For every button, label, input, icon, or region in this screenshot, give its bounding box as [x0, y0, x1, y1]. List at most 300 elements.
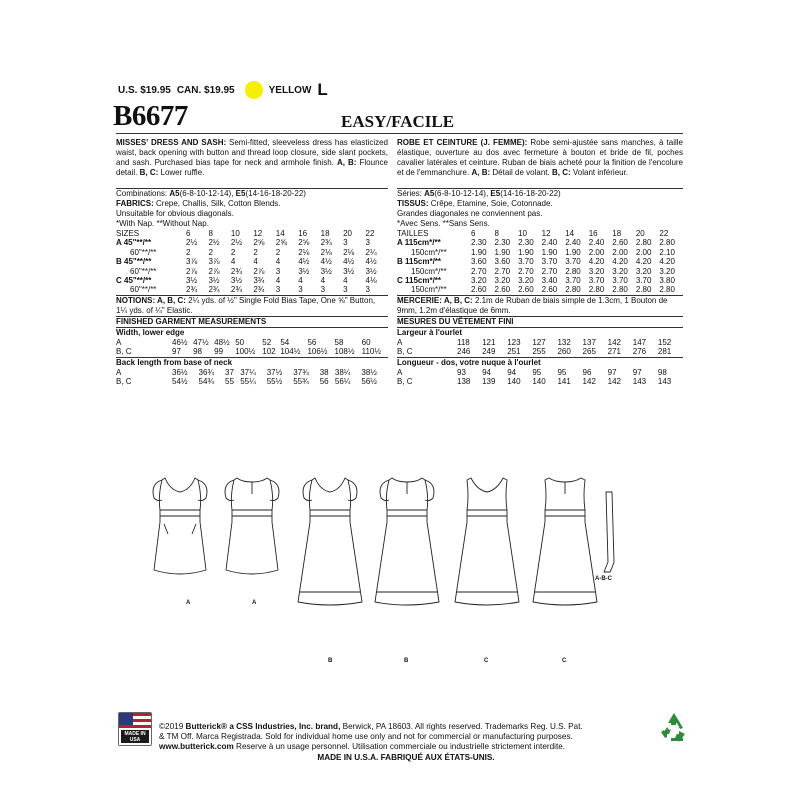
table-cell: 3.70: [518, 257, 534, 267]
table-cell: 20: [635, 229, 645, 238]
table-cell: 132: [557, 337, 571, 347]
fabrics: FABRICS: Crepe, Challis, Silk, Cotton Blends.: [116, 199, 281, 208]
table-cell: 47½: [193, 337, 209, 347]
table-cell: 2¾: [253, 285, 265, 295]
website-link[interactable]: www.butterick.com: [159, 742, 234, 752]
title-en: MISSES' DRESS AND SASH:: [116, 138, 227, 147]
yardage-row: [116, 238, 388, 247]
dress-c-back-drawing: [533, 478, 597, 605]
table-cell: 95: [532, 367, 542, 377]
table-cell: 6: [186, 229, 191, 238]
table-cell: 8: [208, 229, 213, 238]
table-cell: 4: [320, 276, 326, 286]
table-cell: 110½: [361, 347, 382, 357]
table-cell: 2.00: [635, 247, 652, 257]
yardage-row: [397, 267, 683, 276]
table-cell: 2¾: [186, 285, 198, 295]
width-table-fr: [397, 338, 683, 357]
table-cell: 4½: [365, 257, 377, 267]
table-cell: 1.90: [494, 247, 511, 257]
table-cell: 4: [275, 276, 281, 286]
width-title-fr: Largeur à l'ourlet: [397, 327, 683, 338]
french-column: [397, 138, 683, 386]
table-cell: 3: [343, 238, 348, 248]
table-cell: 54¾: [198, 377, 215, 387]
table-cell: 4: [253, 257, 258, 267]
table-cell: 127: [532, 337, 546, 347]
table-cell: 3.70: [565, 257, 581, 267]
table-cell: 140: [507, 377, 521, 387]
french-description: ROBE ET CEINTURE (J. FEMME): Robe semi-ajustée sans manches, à taille élastique, ouverture au dos avec fermeture à bouton et bride de fil, poches cavalier latérales et ceinture. Ruban de biais acheté pour la finition de l'encolure et de l'emmanchure. A, B: Détail de volant. B, C: Volant inférieur.: [397, 138, 683, 177]
table-cell: 2.00: [612, 247, 628, 257]
price-can: CAN. $19.95: [176, 84, 235, 96]
yardage-row: [116, 248, 388, 257]
table-cell: 18: [320, 229, 330, 238]
combinations: Combinations: A5(6-8-10-12-14), E5(14-16-18-20-22): [116, 188, 388, 199]
table-cell: 10: [230, 229, 240, 238]
table-cell: 10: [518, 229, 527, 238]
table-cell: 106½: [307, 347, 328, 357]
table-cell: 249: [482, 347, 496, 357]
table-cell: 3.20: [588, 266, 605, 276]
table-cell: 3.70: [588, 276, 605, 286]
table-cell: 143: [657, 377, 672, 387]
dress-b-back-drawing: [375, 478, 439, 605]
table-cell: 3.60: [471, 257, 487, 267]
table-cell: 276: [632, 347, 647, 357]
table-cell: 2: [186, 247, 191, 257]
table-cell: 37¾: [293, 367, 309, 377]
measurement-row: [397, 347, 683, 356]
price-row: [118, 80, 328, 100]
yardage-row: [397, 276, 683, 285]
table-cell: 94: [507, 367, 517, 377]
table-cell: 3½: [343, 266, 355, 276]
measurement-row: [116, 338, 388, 347]
table-cell: 2.60: [612, 238, 628, 248]
table-cell: 3½: [298, 266, 310, 276]
table-cell: 2¾: [208, 285, 220, 295]
table-cell: 55½: [266, 377, 283, 387]
row-label: A: [116, 367, 122, 377]
table-cell: 22: [365, 229, 375, 238]
table-cell: 3.60: [494, 257, 511, 267]
table-cell: 14: [275, 229, 285, 238]
table-cell: 98: [657, 367, 667, 377]
yardage-row: [397, 248, 683, 257]
table-cell: 52: [262, 337, 272, 347]
table-cell: 2.30: [471, 238, 487, 248]
table-cell: 93: [457, 367, 466, 377]
row-label: TAILLES: [397, 229, 429, 238]
length-title: Back length from base of neck: [116, 357, 388, 368]
table-cell: 18: [612, 229, 622, 238]
row-label: A 115cm*/**: [397, 238, 441, 248]
table-cell: 142: [582, 377, 596, 387]
table-cell: 8: [494, 229, 499, 238]
unsuitable-note: Unsuitable for obvious diagonals.: [116, 209, 234, 218]
yardage-row: [116, 229, 388, 238]
series: Séries: A5(6-8-10-12-14), E5(14-16-18-20-22): [397, 188, 683, 199]
row-label: B 115cm*/**: [397, 257, 442, 267]
table-cell: 4: [298, 276, 303, 286]
row-label: 150cm*/**: [411, 266, 447, 276]
table-cell: 3.20: [659, 266, 675, 276]
table-cell: 98: [193, 347, 202, 357]
table-cell: 3.20: [494, 276, 511, 286]
table-cell: 2¾: [320, 238, 332, 248]
table-cell: 1.90: [518, 247, 534, 257]
label-c-back: C: [562, 658, 567, 664]
dress-b-front-drawing: [298, 478, 362, 605]
table-cell: 118: [457, 337, 470, 347]
table-cell: 2.40: [565, 238, 581, 248]
table-cell: 152: [657, 337, 672, 347]
table-cell: 3: [298, 285, 303, 295]
row-label: B 45"**/**: [116, 257, 152, 267]
table-cell: 46½: [172, 337, 188, 347]
row-label: 60"**/**: [130, 285, 157, 295]
table-cell: 265: [582, 347, 596, 357]
price-us: U.S. $19.95: [118, 84, 171, 96]
table-cell: 56¼: [334, 377, 351, 387]
table-cell: 4.20: [588, 257, 605, 267]
measurement-row: [397, 338, 683, 347]
table-cell: 139: [482, 377, 496, 387]
length-title-fr: Longueur - dos, votre nuque à l'ourlet: [397, 357, 683, 368]
table-cell: 137: [582, 337, 596, 347]
width-table-en: [116, 338, 388, 357]
table-cell: 100½: [235, 347, 256, 357]
garment-illustrations: [140, 472, 660, 664]
table-cell: 3.70: [541, 257, 558, 267]
yardage-table-fr: [397, 229, 683, 295]
header-divider: [116, 133, 683, 134]
row-label: B, C: [397, 377, 413, 387]
table-cell: 2⅛: [320, 247, 332, 257]
table-cell: 2⅝: [275, 238, 287, 248]
label-sash: A-B-C: [595, 576, 612, 582]
table-cell: 3¾: [253, 276, 265, 286]
english-column: [116, 138, 388, 386]
row-label: A: [397, 337, 403, 347]
table-cell: 2⅞: [253, 266, 265, 276]
table-cell: 2.70: [471, 266, 487, 276]
color-swatch-circle: [245, 81, 263, 99]
table-cell: 3⅞: [186, 257, 198, 267]
table-cell: 271: [607, 347, 622, 357]
table-cell: 141: [557, 377, 571, 387]
row-label: 150cm*/**: [411, 247, 447, 257]
dress-line-drawings: [140, 472, 660, 672]
title-fr: ROBE ET CEINTURE (J. FEMME):: [397, 138, 528, 147]
row-label: C 45"**/**: [116, 276, 152, 286]
table-cell: 4.20: [612, 257, 628, 267]
table-cell: 2.70: [494, 266, 511, 276]
table-cell: 142: [607, 377, 622, 387]
table-cell: 2½: [208, 238, 220, 248]
table-cell: 260: [557, 347, 571, 357]
table-cell: 1.90: [541, 247, 558, 257]
yardage-row: [116, 285, 388, 294]
row-label: 60"**/**: [130, 266, 157, 276]
table-cell: 54: [280, 337, 290, 347]
yardage-row: [116, 276, 388, 285]
table-cell: 147: [632, 337, 647, 347]
table-cell: 138: [457, 377, 471, 387]
table-cell: 4⅛: [365, 276, 377, 286]
table-cell: 102: [262, 347, 276, 357]
table-cell: 3.70: [612, 276, 628, 286]
table-cell: 2⅞: [186, 266, 198, 276]
table-cell: 2½: [186, 238, 198, 248]
table-cell: 58: [334, 337, 344, 347]
table-cell: 2.40: [541, 238, 558, 248]
table-cell: 4: [230, 257, 236, 267]
table-cell: 2.00: [588, 247, 605, 257]
dress-c-front-drawing: [455, 478, 519, 605]
table-cell: 2⅛: [343, 247, 355, 257]
table-cell: 4.20: [635, 257, 652, 267]
pattern-number: B6677: [113, 100, 188, 132]
table-cell: 38¼: [334, 367, 351, 377]
measurement-row: [116, 368, 388, 377]
table-cell: 3⅞: [208, 257, 220, 267]
yardage-table-en: [116, 229, 388, 295]
table-cell: 48½: [214, 337, 230, 347]
table-cell: 14: [565, 229, 575, 238]
measurement-row: [397, 377, 683, 386]
nap-note: *With Nap. **Without Nap.: [116, 219, 209, 228]
tissus: TISSUS: Crêpe, Etamine, Soie, Cotonnade.: [397, 199, 553, 208]
table-cell: 3½: [186, 276, 198, 286]
table-cell: 2⅝: [253, 238, 265, 248]
table-cell: 4: [275, 257, 281, 267]
row-label: B, C: [397, 347, 413, 357]
measurement-row: [397, 368, 683, 377]
table-cell: 3: [343, 285, 348, 295]
table-cell: 2.80: [659, 238, 675, 248]
table-cell: 3.20: [635, 266, 652, 276]
table-cell: 54½: [172, 377, 188, 387]
table-cell: 2.30: [518, 238, 534, 248]
width-title: Width, lower edge: [116, 327, 388, 338]
table-cell: 142: [607, 337, 622, 347]
label-a-front: A: [186, 600, 191, 606]
table-cell: 2.80: [565, 266, 581, 276]
table-cell: 12: [253, 229, 263, 238]
difficulty-label: EASY/FACILE: [341, 112, 455, 131]
table-cell: 96: [582, 367, 592, 377]
table-cell: 2⅞: [208, 266, 220, 276]
table-cell: 3.20: [471, 276, 487, 286]
table-cell: 2.80: [659, 285, 675, 295]
table-cell: 246: [457, 347, 471, 357]
sash-drawing: [604, 492, 614, 572]
dress-a-back-drawing: [225, 478, 279, 574]
finished-measurements-title-fr: MESURES DU VÊTEMENT FINI: [397, 316, 683, 327]
table-cell: 2.60: [471, 285, 487, 295]
yardage-row: [116, 267, 388, 276]
unsuitable-note-fr: Grandes diagonales ne conviennent pas.: [397, 209, 543, 218]
table-cell: 1.90: [471, 247, 487, 257]
table-cell: 16: [298, 229, 308, 238]
table-cell: 143: [632, 377, 647, 387]
table-cell: 2½: [230, 238, 242, 248]
yardage-row: [397, 229, 683, 238]
table-cell: 56½: [361, 377, 377, 387]
table-cell: 4½: [298, 257, 310, 267]
yardage-row: [397, 238, 683, 247]
color-name: YELLOW: [268, 84, 312, 96]
table-cell: 3.20: [518, 276, 534, 286]
table-cell: 2¾: [230, 285, 242, 295]
english-description: MISSES' DRESS AND SASH: Semi-fitted, sleeveless dress has elasticized waist, back opening with button and thread loop closure, side slant pockets, and sash. Purchased bias tape for neck and armhole finish. A, B: Flounce detail. B, C: Lower ruffle.: [116, 138, 388, 177]
table-cell: 94: [482, 367, 492, 377]
table-cell: 123: [507, 337, 521, 347]
brand-name: Butterick® a CSS Industries, Inc. brand,: [185, 722, 341, 731]
table-cell: 2: [253, 247, 258, 257]
usa-logo-text: MADE IN USA: [124, 731, 146, 743]
table-cell: 38½: [361, 367, 377, 377]
yardage-row: [397, 257, 683, 266]
table-cell: 3.40: [541, 276, 558, 286]
table-cell: 50: [235, 337, 245, 347]
table-cell: 2⅛: [298, 247, 310, 257]
label-c-front: C: [484, 658, 489, 664]
row-label: B, C: [116, 377, 132, 387]
measurement-row: [116, 347, 388, 356]
table-cell: 20: [343, 229, 352, 238]
table-cell: 4.20: [659, 257, 675, 267]
table-cell: 36¾: [198, 367, 215, 377]
table-cell: 2.70: [518, 266, 534, 276]
table-cell: 16: [588, 229, 598, 238]
table-cell: 3: [275, 285, 281, 295]
table-cell: 12: [541, 229, 551, 238]
table-cell: 3.20: [612, 266, 628, 276]
table-cell: 2: [230, 247, 236, 257]
row-label: A: [397, 367, 403, 377]
table-cell: 2.80: [612, 285, 628, 295]
table-cell: 3.80: [659, 276, 675, 286]
size-letter: L: [317, 80, 328, 99]
table-cell: 2.40: [588, 238, 605, 248]
table-cell: 3½: [320, 266, 332, 276]
table-cell: 2.70: [541, 266, 558, 276]
table-cell: 251: [507, 347, 521, 357]
table-cell: 2.60: [494, 285, 511, 295]
table-cell: 281: [657, 347, 672, 357]
table-cell: 3½: [230, 276, 242, 286]
table-cell: 2.80: [588, 285, 605, 295]
table-cell: 55¼: [240, 377, 256, 387]
recycle-icon: [657, 710, 691, 744]
table-cell: 22: [659, 229, 669, 238]
table-cell: 3½: [365, 266, 377, 276]
table-cell: 2⅝: [298, 238, 310, 248]
table-cell: 2¼: [365, 247, 377, 257]
table-cell: 121: [482, 337, 496, 347]
yardage-row: [397, 285, 683, 294]
table-cell: 3: [320, 285, 326, 295]
table-cell: 97: [607, 367, 617, 377]
table-cell: 108½: [334, 347, 355, 357]
table-cell: 97: [632, 367, 642, 377]
table-cell: 4½: [320, 257, 332, 267]
row-label: A: [116, 337, 122, 347]
table-cell: 3: [365, 285, 370, 295]
table-cell: 255: [532, 347, 546, 357]
notions: NOTIONS: A, B, C: 2¼ yds. of ½" Single Fold Bias Tape, One ⅝" Button, 1¼ yds. of ¼" Elastic.: [116, 295, 388, 316]
table-cell: 37½: [266, 367, 283, 377]
table-cell: 3½: [208, 276, 220, 286]
table-cell: 36½: [172, 367, 188, 377]
dress-a-front-drawing: [153, 478, 207, 574]
row-label: 60"**/**: [130, 247, 157, 257]
table-cell: 140: [532, 377, 546, 387]
table-cell: 6: [471, 229, 476, 238]
made-in-usa-logo: [118, 712, 152, 746]
table-cell: 97: [172, 347, 181, 357]
table-cell: 38: [319, 367, 329, 377]
table-cell: 2.60: [541, 285, 558, 295]
label-a-back: A: [252, 600, 257, 606]
row-label: A 45"**/**: [116, 238, 152, 248]
table-cell: 55¾: [293, 377, 309, 387]
table-cell: 2: [275, 247, 281, 257]
mercerie: MERCERIE: A, B, C: 2.1m de Ruban de biais simple de 1.3cm, 1 Bouton de 9mm, 1.2m d'élastique de 6mm.: [397, 295, 683, 316]
length-table-en: [116, 368, 388, 387]
table-cell: 3.70: [635, 276, 652, 286]
table-cell: 2.60: [518, 285, 534, 295]
label-b-front: B: [328, 658, 333, 664]
table-cell: 60: [361, 337, 371, 347]
row-label: SIZES: [116, 229, 140, 238]
finished-measurements-title: FINISHED GARMENT MEASUREMENTS: [116, 316, 388, 327]
table-cell: 95: [557, 367, 567, 377]
label-b-back: B: [404, 658, 409, 664]
table-cell: 55: [225, 377, 234, 387]
table-cell: 56: [319, 377, 329, 387]
yardage-row: [116, 257, 388, 266]
made-in-usa-text: MADE IN U.S.A. FABRIQUÉ AUX ÉTATS-UNIS.: [317, 752, 495, 762]
nap-note-fr: *Avec Sens. **Sans Sens.: [397, 219, 490, 228]
table-cell: 56: [307, 337, 317, 347]
row-label: C 115cm*/**: [397, 276, 442, 286]
table-cell: 4½: [343, 257, 355, 267]
table-cell: 99: [214, 347, 224, 357]
table-cell: 2.80: [635, 285, 652, 295]
table-cell: 2.10: [659, 247, 675, 257]
table-cell: 3.70: [565, 276, 581, 286]
table-cell: 4: [343, 276, 348, 286]
table-cell: 3: [365, 238, 370, 248]
table-cell: 3: [275, 266, 281, 276]
table-cell: 37¼: [240, 367, 256, 377]
length-table-fr: [397, 368, 683, 387]
table-cell: 104½: [280, 347, 301, 357]
row-label: B, C: [116, 347, 132, 357]
table-cell: 2: [208, 247, 213, 257]
measurement-row: [116, 377, 388, 386]
table-cell: 1.90: [565, 247, 581, 257]
table-cell: 2.80: [635, 238, 652, 248]
table-cell: 37: [225, 367, 234, 377]
footer-legal: ©2019 Butterick® a CSS Industries, Inc. brand, Berwick, PA 18603. All rights reserved. Trademarks Reg. U.S. Pat. & TM Off. Marca Registrada. Sold for individual home use only and not for commercial or manufacturing purposes. www.butterick.com Reserve à un usage personnel. Utilisation commerciale ou industrielle strictement interdite. MADE IN U.S.A. FABRIQUÉ AUX ÉTATS-UNIS.: [159, 722, 653, 763]
row-label: 150cm*/**: [411, 285, 447, 295]
table-cell: 2¾: [230, 266, 242, 276]
